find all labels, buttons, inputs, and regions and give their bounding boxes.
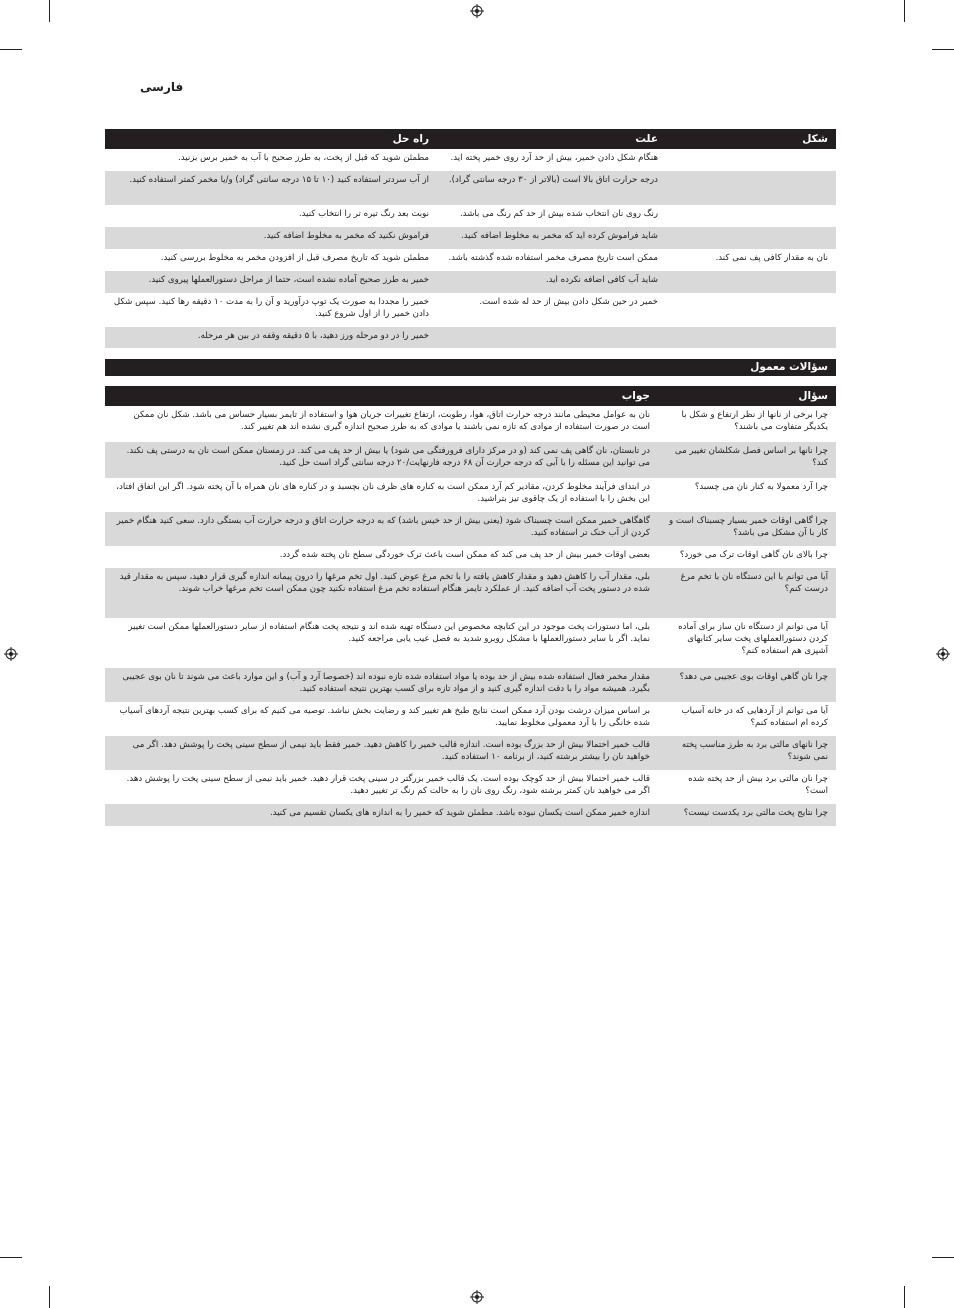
header-solution: راه حل <box>392 133 429 145</box>
question-cell: آیا می توانم از دستگاه نان ساز برای آماده کردن دستورالعملهای پخت سایر کتابهای آشپزی هم استفاده کنم؟ <box>678 622 828 656</box>
answer-cell: در ابتدای فرآیند مخلوط کردن، مقادیر کم آرد ممکن است به کناره های ظرف نان بچسبد و در کناره های نان همراه با آن پخته شود. اگر این اتفاق افتاد، این بخش را با استفاده از یک چاقوی تیز بتراشید. <box>116 482 650 504</box>
answer-cell: قالب خمیر احتمالا بیش از حد بزرگ بوده است. اندازه قالب خمیر را کاهش دهید. خمیر فقط باید نیمی از سطح سینی پخت را پوشش دهد. اگر می خواهید نان را بیشتر برشته کنید، از برنامه ۱۰ استفاده کنید. <box>132 740 650 762</box>
solution-cell: نوبت بعد رنگ تیره تر را انتخاب کنید. <box>298 209 429 219</box>
faq-table <box>105 386 836 826</box>
answer-cell: بلی، اما دستورات پخت موجود در این کتابچه مخصوص این دستگاه تهیه شده اند و نتیجه پخت هنگام استفاده از سایر دستورالعملها ممکن است تغییر نماید. اگر با سایر دستورالعملها با مشکل روبرو شدید به فصل عیب یابی مراجعه کنید. <box>128 622 650 644</box>
question-cell: آیا می توانم از آردهایی که در خانه آسیاب کرده ام استفاده کنم؟ <box>681 706 828 728</box>
crop-mark <box>49 1286 50 1308</box>
cause-cell <box>437 327 666 348</box>
registration-mark-icon <box>470 1290 484 1304</box>
solution-cell: مطمئن شوید که تاریخ مصرف قبل از افزودن مخمر به مخلوط بررسی کنید. <box>160 253 429 263</box>
solution-cell: خمیر را در دو مرحله ورز دهید، با ۵ دقیقه وقفه در بین هر مرحله. <box>197 331 429 341</box>
table-row <box>105 171 836 205</box>
solution-cell: خمیر را مجددا به صورت یک توپ درآورید و آن را به مدت ۱۰ دقیقه رها کنید. سپس شکل دادن خمیر را از اول شروع کنید. <box>113 297 429 319</box>
solution-cell: از آب سردتر استفاده کنید (۱۰ تا ۱۵ درجه سانتی گراد) و/یا مخمر کمتر استفاده کنید. <box>129 175 429 185</box>
question-cell: چرا نتایج پخت مالتی برد یکدست نیست؟ <box>683 808 828 818</box>
cause-cell: ممکن است تاریخ مصرف مخمر استفاده شده گذشته باشد. <box>448 253 658 263</box>
language-label: فارسی <box>140 80 184 94</box>
table-row <box>105 804 836 826</box>
answer-cell: اندازه خمیر ممکن است یکسان نبوده باشد. مطمئن شوید که خمیر را به اندازه های یکسان تقسیم می کنید. <box>269 808 650 818</box>
solution-cell: مطمئن شوید که قبل از پخت، به طرز صحیح با آب به خمیر برس بزنید. <box>178 153 429 163</box>
table-row <box>105 327 836 348</box>
problem-cell <box>666 149 836 171</box>
question-cell: چرا بالای نان گاهی اوقات ترک می خورد؟ <box>679 550 828 560</box>
question-cell: چرا نان گاهی اوقات بوی عجیبی می دهد؟ <box>679 672 828 682</box>
table-row <box>105 736 836 770</box>
table-row <box>105 546 836 568</box>
header-question: سؤال <box>798 390 828 402</box>
table-row <box>105 205 836 227</box>
header-cause: علت <box>635 133 658 145</box>
question-cell: چرا گاهی اوقات خمیر بسیار چسبناک است و کار با آن مشکل می باشد؟ <box>668 516 828 538</box>
table-row <box>105 568 836 618</box>
problem-cell <box>666 227 836 249</box>
question-cell: چرا برخی از نانها از نظر ارتفاع و شکل با یکدیگر متفاوت می باشند؟ <box>681 410 828 432</box>
table-row <box>105 702 836 736</box>
table-row <box>105 512 836 546</box>
problem-cell <box>666 293 836 327</box>
cause-cell: خمیر در حین شکل دادن بیش از حد له شده است. <box>479 297 658 307</box>
crop-mark <box>904 1286 905 1308</box>
answer-cell: گاهگاهی خمیر ممکن است چسبناک شود (یعنی بیش از حد خیس باشد) که به درجه حرارت اتاق و درجه حرارت آب بستگی دارد. سعی کنید هنگام خمیر کردن از آب خنک تر استفاده کنید. <box>116 516 650 538</box>
table-row <box>105 227 836 249</box>
header-answer: جواب <box>621 390 650 402</box>
table-row <box>105 271 836 293</box>
cause-cell: هنگام شکل دادن خمیر، بیش از حد آرد روی خمیر پخته اید. <box>450 153 658 163</box>
problem-cell <box>666 171 836 205</box>
answer-cell: بعضی اوقات خمیر بیش از حد پف می کند که ممکن است باعث ترک خوردگی سطح نان پخته شده گردد. <box>279 550 650 560</box>
table-row <box>105 442 836 478</box>
faq-header <box>105 386 836 406</box>
question-cell: چرا نانهای مالتی برد به طرز مناسب پخته نمی شوند؟ <box>681 740 828 762</box>
answer-cell: قالب خمیر احتمالا بیش از حد کوچک بوده است. یک قالب خمیر بزرگتر در سینی پخت قرار دهید. خمیر باید نیمی از سطح سینی پخت را پوشش دهد. اگر می خواهید نان کمتر برشته شود، رنگ روی نان را به حالت کم رنگ تر تغییر دهید. <box>126 774 650 796</box>
answer-cell: بر اساس میزان درشت بودن آرد ممکن است نتایج طبخ هم تغییر کند و رضایت بخش نباشد. توصیه می کنیم که برای کسب بهترین نتیجه آردهای آسیاب شده خانگی را با آرد معمولی مخلوط نمایید. <box>119 706 650 728</box>
table-row <box>105 293 836 327</box>
crop-mark <box>0 49 22 50</box>
question-cell: چرا نان مالتی برد بیش از حد پخته شده است؟ <box>688 774 828 796</box>
crop-mark <box>932 1257 954 1258</box>
cause-cell: رنگ روی نان انتخاب شده بیش از حد کم رنگ می باشد. <box>459 209 658 219</box>
crop-mark <box>904 0 905 22</box>
answer-cell: نان به عوامل محیطی مانند درجه حرارت اتاق، هوا، رطوبت، ارتفاع تغییرات جریان هوا و استفاده از تایمر بسیار حساس می باشد. شکل نان ممکن است در صورت استفاده از موادی که تازه نمی باشند یا موادی که به طرز صحیح اندازه گیری نشده اند هم تغییر کند. <box>133 410 650 432</box>
registration-mark-icon <box>470 4 484 18</box>
crop-mark <box>0 1257 22 1258</box>
question-cell: چرا نانها بر اساس فصل شکلشان تغییر می کند؟ <box>674 446 828 468</box>
troubleshooting-header <box>105 129 836 149</box>
solution-cell: خمیر به طرز صحیح آماده نشده است، حتما از مراحل دستورالعملها پیروی کنید. <box>148 275 429 285</box>
table-row <box>105 618 836 668</box>
problem-label: نان به مقدار کافی پف نمی کند. <box>715 253 828 263</box>
problem-cell <box>666 327 836 348</box>
table-row <box>105 478 836 512</box>
table-row <box>105 149 836 171</box>
faq-section-title: سؤالات معمول <box>105 359 836 376</box>
question-cell: چرا آرد معمولا به کنار نان می چسبد؟ <box>694 482 828 492</box>
question-cell: آیا می توانم با این دستگاه نان با تخم مرغ درست کنم؟ <box>680 572 828 594</box>
answer-cell: مقدار مخمر فعال استفاده شده بیش از حد بوده یا مواد استفاده شده تازه نبوده اند (خصوصا آرد و آب) و این موارد باعث می شوند تا نان بوی عجیبی بگیرد. همیشه مواد را با دقت اندازه گیری کنید و از مواد تازه برای کسب بهترین نتیجه استفاده کنید. <box>122 672 650 694</box>
problem-cell <box>666 271 836 293</box>
cause-cell: درجه حرارت اتاق بالا است (بالاتر از ۳۰ درجه سانتی گراد). <box>448 175 658 185</box>
problem-cell <box>666 205 836 227</box>
answer-cell: بلی، مقدار آب را کاهش دهید و مقدار کاهش یافته را با تخم مرغ عوض کنید. اول تخم مرغها را درون پیمانه اندازه گیری قرار دهید، سپس به مقدار قید شده در دستور پخت آب اضافه کنید. از عملکرد تایمر هنگام استفاده تخم مرغ استفاده نکنید چون ممکن است تخم مرغها خراب شوند. <box>119 572 650 594</box>
troubleshooting-table <box>105 129 836 348</box>
answer-cell: در تابستان، نان گاهی پف نمی کند (و در مرکز دارای فرورفتگی می شود) یا بیش از حد پف می کند. در زمستان ممکن است نان به درستی پف نکند. می توانید این مسئله را با آبی که درجه حرارت آن ۶۸ درجه فارنهایت/۲۰ درجه سانتی گراد است حل کنید. <box>126 446 650 468</box>
table-row <box>105 770 836 804</box>
crop-mark <box>49 0 50 22</box>
table-row <box>105 668 836 702</box>
cause-cell: شاید فراموش کرده اید که مخمر به مخلوط اضافه کنید. <box>460 231 658 241</box>
table-row <box>105 406 836 442</box>
header-problem: شکل <box>802 133 828 145</box>
registration-mark-icon <box>4 647 18 661</box>
cause-cell: شاید آب کافی اضافه نکرده اید. <box>545 275 658 285</box>
solution-cell: فراموش نکنید که مخمر به مخلوط اضافه کنید. <box>263 231 429 241</box>
registration-mark-icon <box>936 647 950 661</box>
crop-mark <box>932 49 954 50</box>
